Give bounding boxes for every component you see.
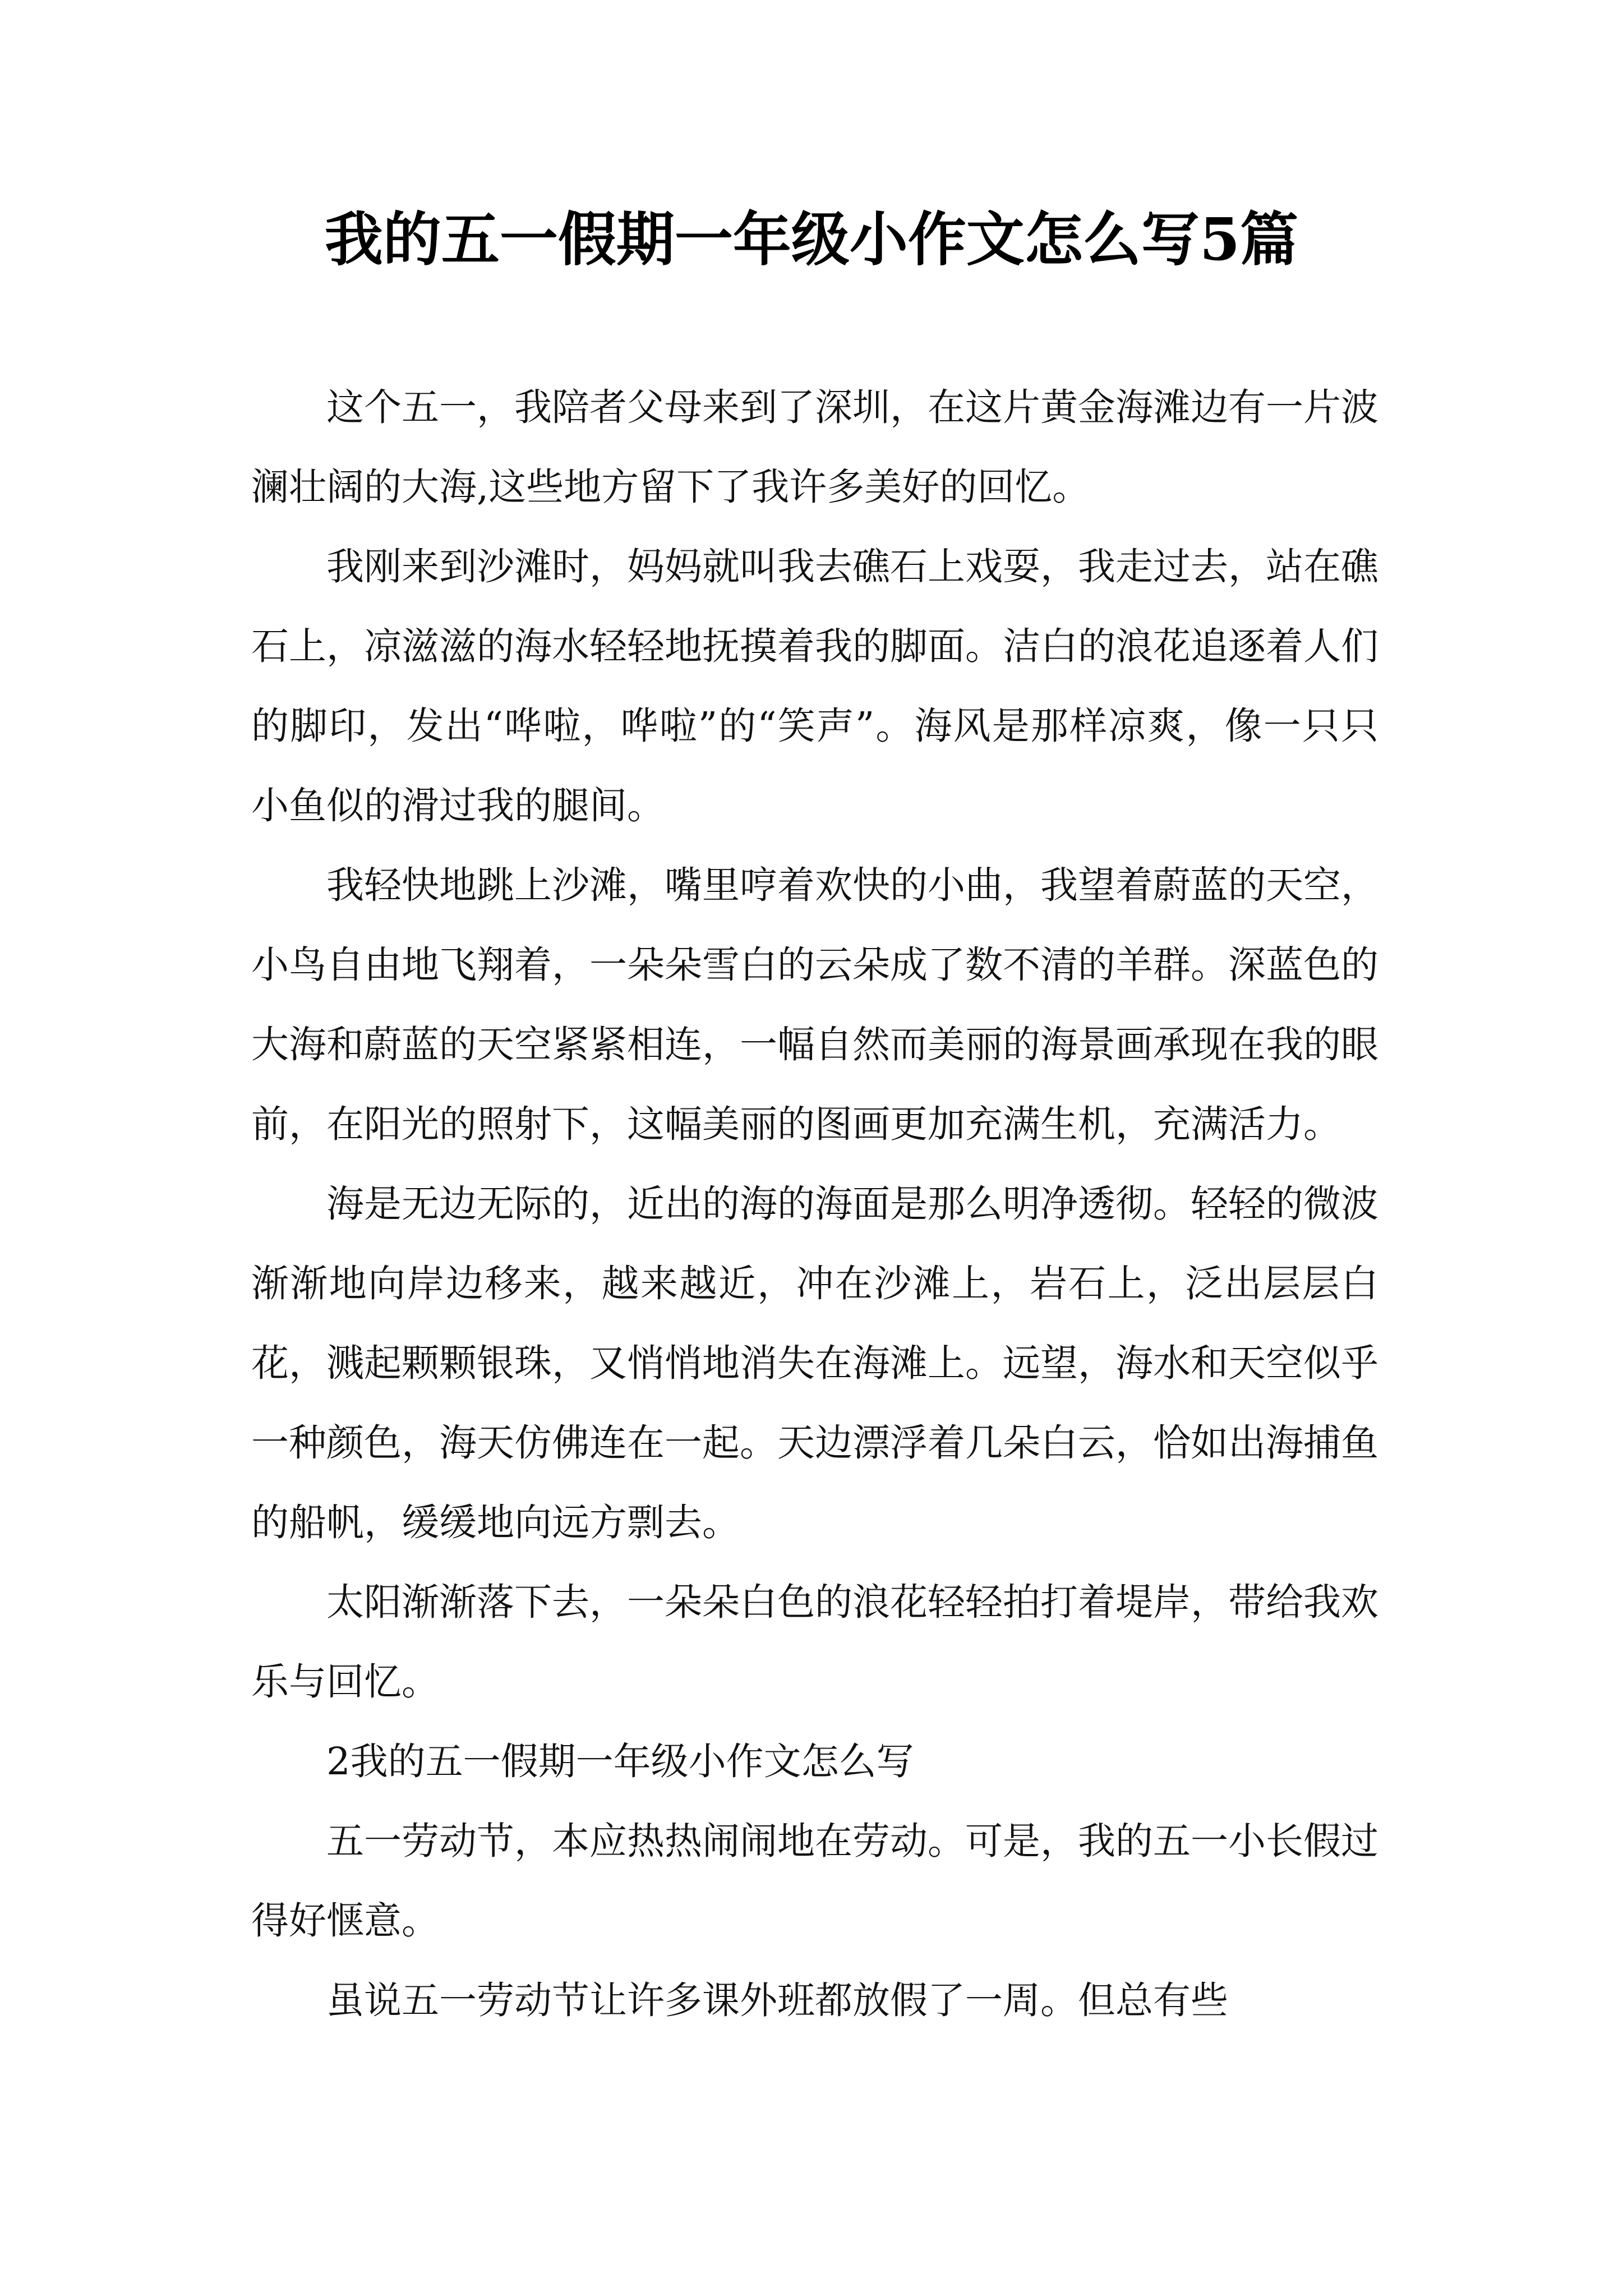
document-body <box>251 367 1378 2040</box>
paragraph: 海是无边无际的，近出的海的海面是那么明净透彻。轻轻的微波渐渐地向岸边移来，越来越近，冲在沙滩上，岩石上，泛出层层白花，溅起颗颗银珠，又悄悄地消失在海滩上。远望，海水和天空似乎一种颜色，海天仿佛连在一起。天边漂浮着几朵白云，恰如出海捕鱼的船帆，缓缓地向远方剽去。 <box>251 1182 1378 1544</box>
paragraph: 我轻快地跳上沙滩，嘴里哼着欢快的小曲，我望着蔚蓝的天空，小鸟自由地飞翔着，一朵朵雪白的云朵成了数不清的羊群。深蓝色的大海和蔚蓝的天空紧紧相连，一幅自然而美丽的海景画承现在我的眼前，在阳光的照射下，这幅美丽的图画更加充满生机，充满活力。 <box>251 863 1378 1146</box>
paragraph: 五一劳动节，本应热热闹闹地在劳动。可是，我的五一小长假过得好惬意。 <box>251 1819 1378 1943</box>
paragraph: 虽说五一劳动节让许多课外班都放假了一周。但总有些 <box>326 1978 1228 2022</box>
document-title: 我的五一假期一年级小作文怎么写5篇 <box>324 205 1299 274</box>
section-heading: 2我的五一假期一年级小作文怎么写 <box>326 1740 914 1783</box>
paragraph: 这个五一，我陪者父母来到了深圳，在这片黄金海滩边有一片波澜壮阔的大海,这些地方留下了我许多美好的回忆。 <box>251 385 1378 509</box>
paragraph: 我刚来到沙滩时，妈妈就叫我去礁石上戏耍，我走过去，站在礁石上，凉滋滋的海水轻轻地抚摸着我的脚面。洁白的浪花追逐着人们的脚印，发出“哗啦，哗啦”的“笑声”。海风是那样凉爽，像一只只小鱼似的滑过我的腿间。 <box>251 545 1378 827</box>
paragraph: 太阳渐渐落下去，一朵朵白色的浪花轻轻拍打着堤岸，带给我欢乐与回忆。 <box>251 1580 1378 1704</box>
